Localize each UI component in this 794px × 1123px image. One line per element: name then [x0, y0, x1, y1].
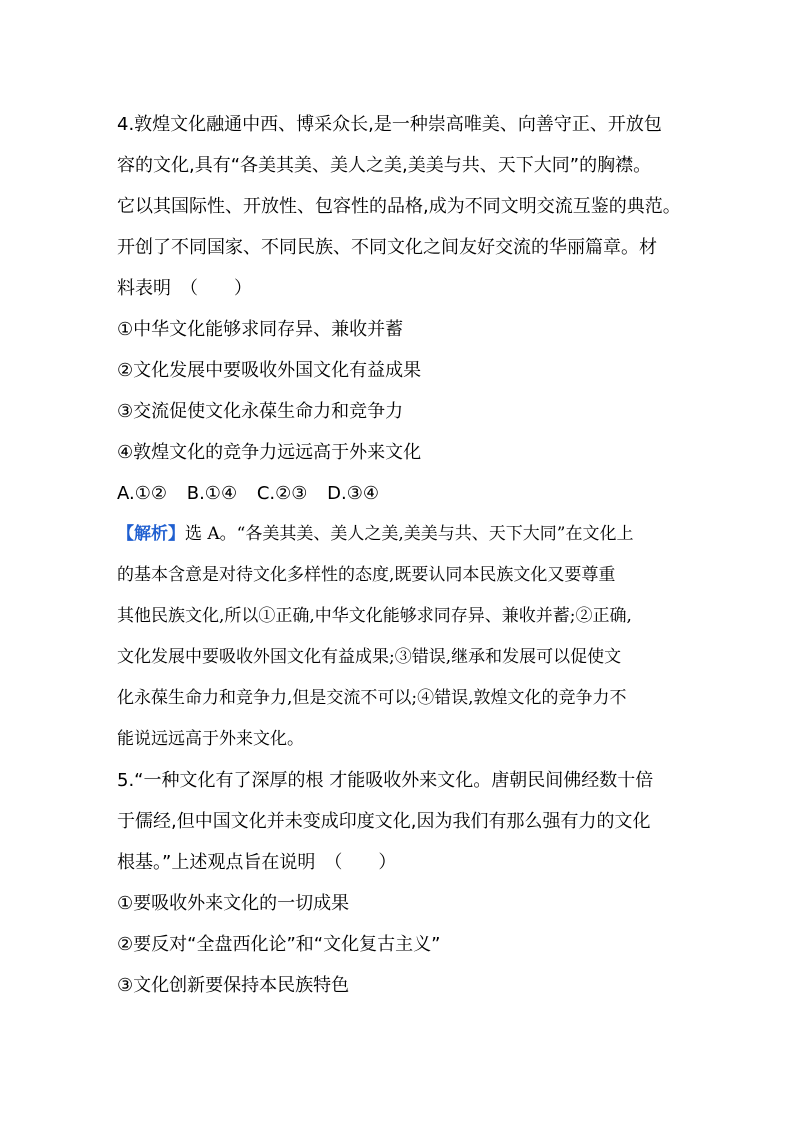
choice-b: B.①④ [186, 483, 238, 504]
analysis-line: 文化发展中要吸收外国文化有益成果;③错误,继承和发展可以促使文 [117, 647, 622, 667]
question-4-item-1: ①中华文化能够求同存异、兼收并蓄 [117, 319, 404, 340]
choice-c: C.②③ [256, 483, 308, 504]
question-4 [117, 104, 683, 760]
question-4-item-4: ④敦煌文化的竞争力远远高于外来文化 [117, 442, 422, 463]
question-5-item-2: ②要反对“全盘西化论”和“文化复古主义” [117, 934, 441, 955]
question-5-stem-line: 5.“一种文化有了深厚的根 才能吸收外来文化。唐朝民间佛经数十倍 [117, 770, 654, 791]
question-4-stem-line: 容的文化,具有“各美其美、美人之美,美美与共、天下大同”的胸襟。 [117, 155, 652, 176]
question-4-stem-line: 它以其国际性、开放性、包容性的品格,成为不同文明交流互鉴的典范。 [117, 196, 681, 217]
analysis-line: 其他民族文化,所以①正确,中华文化能够求同存异、兼收并蓄;②正确, [117, 606, 632, 626]
document-body [117, 104, 683, 1006]
question-5-item-1: ①要吸收外来文化的一切成果 [117, 893, 350, 914]
analysis-line: 化永葆生命力和竞争力,但是交流不可以;④错误,敦煌文化的竞争力不 [117, 688, 627, 708]
question-4-stem-line: 开创了不同国家、不同民族、不同文化之间友好交流的华丽篇章。材 [117, 237, 657, 258]
choice-d: D.③④ [327, 483, 379, 504]
question-4-stem-line: 料表明 （ ） [117, 278, 252, 299]
question-5-stem-line: 根基。”上述观点旨在说明 （ ） [117, 852, 397, 873]
question-5-stem-line: 于儒经,但中国文化并未变成印度文化,因为我们有那么强有力的文化 [117, 811, 651, 832]
choice-a: A.①② [117, 483, 167, 504]
question-4-choices [117, 473, 683, 514]
analysis-line: 能说远远高于外来文化。 [117, 729, 304, 749]
analysis-text: 选 A。“各美其美、美人之美,美美与共、天下大同”在文化上 [185, 524, 634, 544]
question-4-item-2: ②文化发展中要吸收外国文化有益成果 [117, 360, 422, 381]
analysis-line: 的基本含意是对待文化多样性的态度,既要认同本民族文化又要尊重 [117, 565, 616, 585]
question-5 [117, 760, 683, 1006]
question-4-item-3: ③交流促使文化永葆生命力和竞争力 [117, 401, 404, 422]
question-5-item-3: ③文化创新要保持本民族特色 [117, 975, 350, 996]
analysis-tag: 【解析】 [117, 524, 185, 544]
analysis-line [117, 514, 683, 555]
question-4-stem-line: 4.敦煌文化融通中西、博采众长,是一种崇高唯美、向善守正、开放包 [117, 114, 662, 135]
